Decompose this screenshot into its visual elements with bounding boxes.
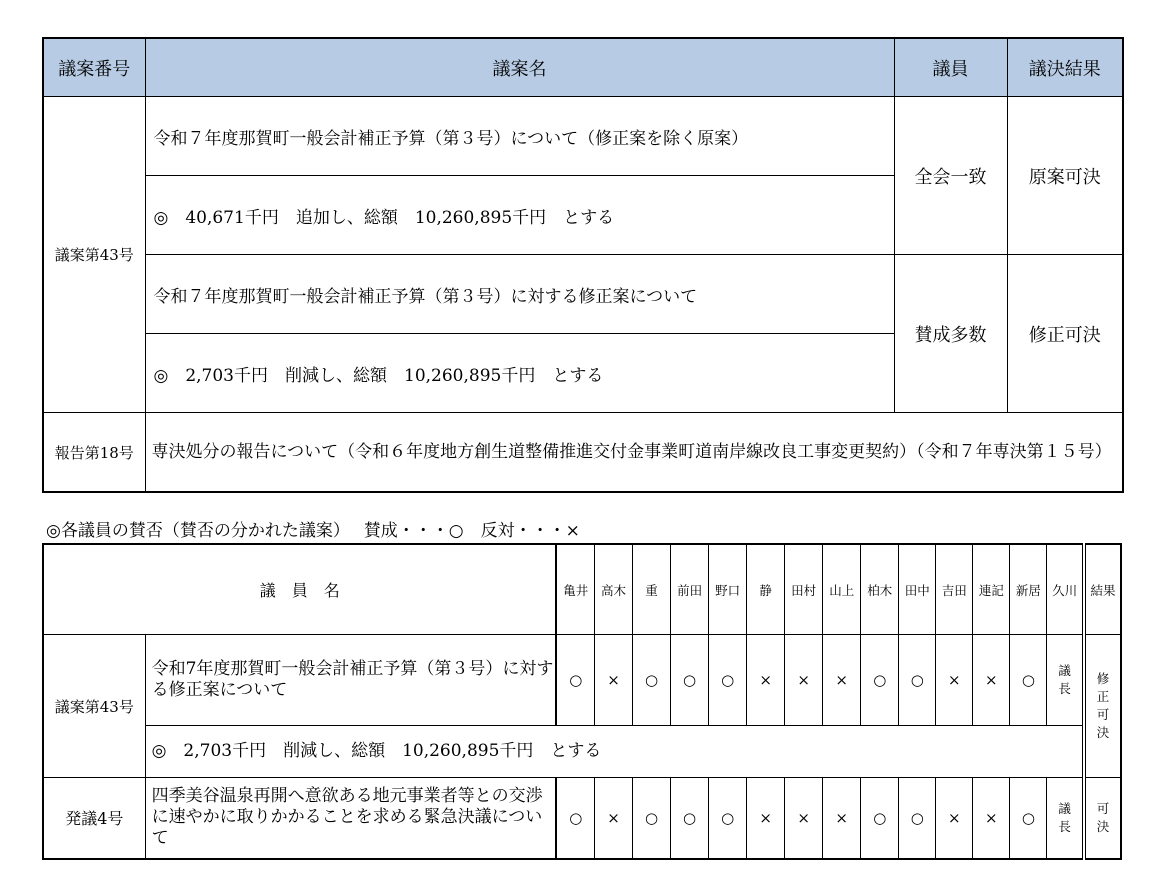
member-name: 静 (747, 544, 785, 635)
header-bill-name: 議案名 (145, 38, 894, 97)
bill-title-cell: 令和７年度那賀町一般会計補正予算（第３号）について（修正案を除く原案） (145, 97, 894, 176)
chair-mark (1047, 778, 1084, 859)
vote-mark: ○ (899, 635, 936, 726)
chair-char: 議 (1058, 663, 1071, 678)
member-header-row (43, 544, 1121, 635)
member-name-header: 議 員 名 (43, 544, 556, 635)
member-votes-table (42, 543, 1122, 860)
chair-char: 長 (1058, 681, 1071, 696)
vote-mark: ○ (1010, 635, 1047, 726)
bill-results-table (42, 37, 1124, 493)
vote-summary-cell: 賛成多数 (894, 255, 1007, 413)
header-result: 議決結果 (1007, 38, 1123, 97)
vote-mark: × (595, 635, 633, 726)
vote-mark: ○ (899, 778, 936, 859)
member-name: 高木 (595, 544, 633, 635)
member-name: 前田 (671, 544, 709, 635)
vote-mark: ○ (633, 635, 671, 726)
bill-number-cell: 発議4号 (43, 778, 145, 859)
report-number-cell: 報告第18号 (43, 413, 145, 493)
member-name: 野口 (709, 544, 747, 635)
vote-mark: ○ (556, 778, 594, 859)
table-row (43, 635, 1121, 726)
bill-number-cell: 議案第43号 (43, 635, 145, 778)
table-row (43, 255, 1123, 334)
report-title-cell: 専決処分の報告について（令和６年度地方創生道整備推進交付金事業町道南岸線改良工事変更契約）（令和７年専決第１５号） (145, 413, 1123, 493)
vote-result-cell (1084, 778, 1121, 859)
chair-mark (1047, 635, 1084, 726)
vote-mark: ○ (671, 778, 709, 859)
table-row (43, 97, 1123, 176)
bill-results-header-row (43, 38, 1123, 97)
vote-mark: ○ (671, 635, 709, 726)
result-char: 正 (1096, 689, 1110, 704)
member-name: 田村 (785, 544, 823, 635)
vote-mark: × (595, 778, 633, 859)
member-name: 田中 (899, 544, 936, 635)
bill-title-cell: 令和７年度那賀町一般会計補正予算（第３号）に対する修正案について (145, 255, 894, 334)
member-name: 重 (633, 544, 671, 635)
bill-title-cell: 令和7年度那賀町一般会計補正予算（第３号）に対する修正案について (145, 635, 556, 726)
member-name: 吉田 (936, 544, 973, 635)
result-cell: 修正可決 (1007, 255, 1123, 413)
result-cell: 原案可決 (1007, 97, 1123, 255)
result-char: 可 (1096, 707, 1110, 722)
vote-mark: ○ (556, 635, 594, 726)
header-bill-number: 議案番号 (43, 38, 145, 97)
vote-summary-cell: 全会一致 (894, 97, 1007, 255)
vote-mark: ○ (709, 635, 747, 726)
vote-mark: × (747, 778, 785, 859)
chair-char: 長 (1058, 818, 1071, 834)
bill-detail-cell: ◎ 2,703千円 削減し、総額 10,260,895千円 とする (145, 334, 894, 413)
member-name: 柏木 (861, 544, 899, 635)
bill-detail-cell: ◎ 2,703千円 削減し、総額 10,260,895千円 とする (145, 726, 1121, 778)
vote-mark: ○ (1010, 778, 1047, 859)
vote-mark: ○ (861, 778, 899, 859)
vote-mark: × (936, 778, 973, 859)
vote-mark: ○ (709, 778, 747, 859)
vote-mark: × (747, 635, 785, 726)
member-name: 亀井 (556, 544, 594, 635)
vote-mark: × (973, 635, 1010, 726)
table-row (43, 726, 1121, 778)
vote-mark: ○ (861, 635, 899, 726)
header-members: 議員 (894, 38, 1007, 97)
vote-legend-caption: ◎各議員の賛否（賛否の分かれた議案） 賛成・・・○ 反対・・・× (46, 521, 580, 541)
vote-mark: × (785, 635, 823, 726)
result-char: 決 (1096, 818, 1110, 834)
table-row (43, 413, 1123, 493)
vote-mark: × (785, 778, 823, 859)
bill-detail-cell: ◎ 40,671千円 追加し、総額 10,260,895千円 とする (145, 176, 894, 255)
vote-mark: × (823, 778, 861, 859)
member-name: 新居 (1010, 544, 1047, 635)
vote-mark: ○ (633, 778, 671, 859)
bill-title-cell: 四季美谷温泉再開へ意欲ある地元事業者等との交渉に速やかに取りかかることを求める緊急決議について (145, 778, 556, 859)
result-char: 可 (1096, 800, 1110, 816)
vote-mark: × (973, 778, 1010, 859)
vote-mark: × (823, 635, 861, 726)
result-char: 決 (1096, 725, 1110, 740)
bill-number-cell: 議案第43号 (43, 97, 145, 413)
result-char: 修 (1096, 671, 1110, 686)
chair-char: 議 (1058, 800, 1071, 816)
member-name: 山上 (823, 544, 861, 635)
result-header: 結果 (1084, 544, 1121, 635)
table-row (43, 778, 1121, 859)
vote-mark: × (936, 635, 973, 726)
member-name: 連記 (973, 544, 1010, 635)
member-name: 久川 (1047, 544, 1084, 635)
